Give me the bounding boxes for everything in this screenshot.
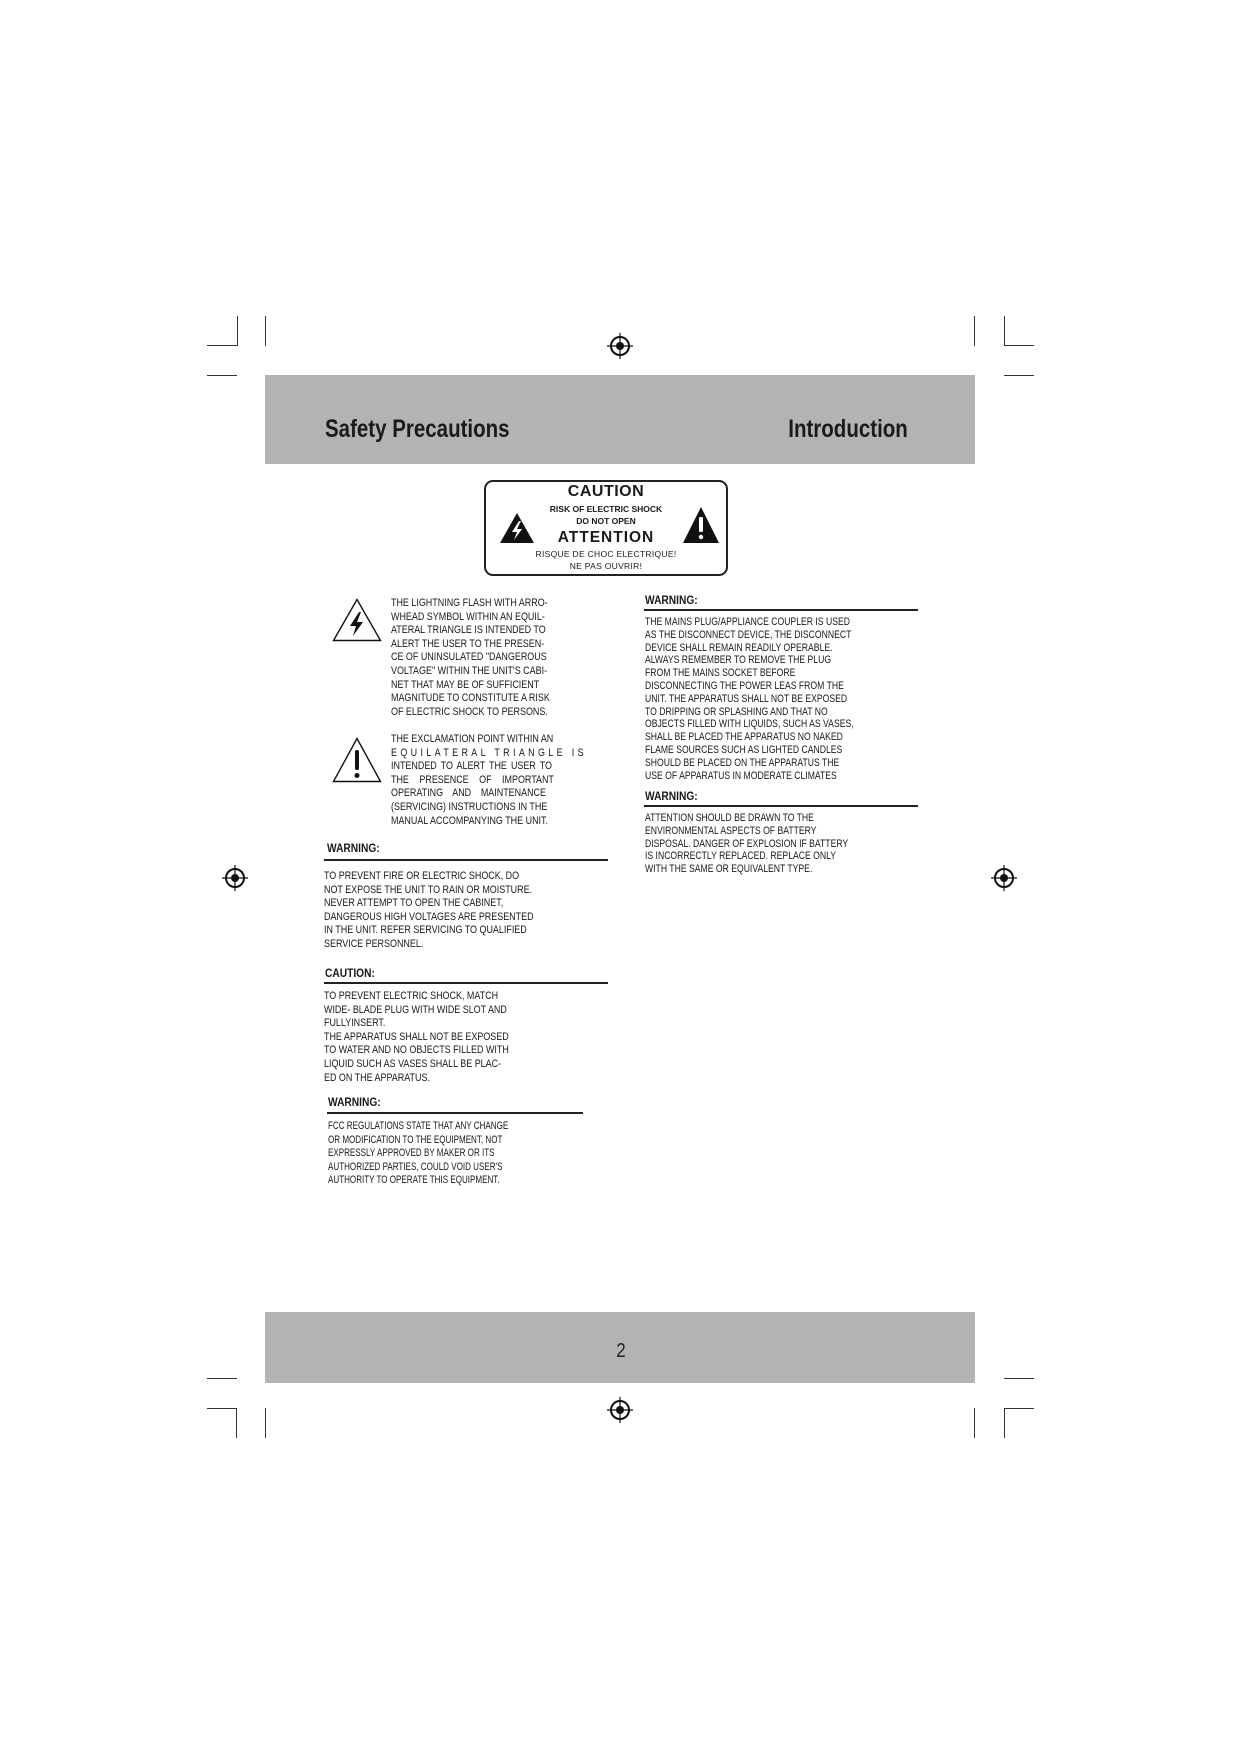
text-line: NEVER ATTEMPT TO OPEN THE CABINET, [324,897,504,910]
text-line: VOLTAGE" WITHIN THE UNIT'S CABI- [391,664,548,677]
text-line: ED ON THE APPARATUS. [324,1071,430,1084]
text-line: EXPRESSLY APPROVED BY MAKER OR ITS [328,1147,495,1160]
section-divider [324,982,608,984]
attention-title: ATTENTION [557,529,655,546]
text-line: THE EXCLAMATION POINT WITHIN AN [391,733,554,745]
exclamation-triangle-icon [682,506,720,544]
text-line: DEVICE SHALL REMAIN READILY OPERABLE. [645,641,833,654]
text-line: MANUAL ACCOMPANYING THE UNIT. [391,814,548,827]
caution-title: CAUTION [567,483,645,500]
text-line: FCC REGULATIONS STATE THAT ANY CHANGE [328,1120,509,1132]
text-line: EQUILATERAL TRIANGLE IS [391,746,587,759]
section-heading: WARNING: [645,789,698,803]
text-line: THE PRESENCE OF IMPORTANT [391,773,554,786]
text-line: IS INCORRECTLY REPLACED. REPLACE ONLY [645,850,837,863]
page-number: 2 [616,1340,626,1362]
section-divider [644,805,918,807]
attention-risk-line: RISQUE DE CHOC ELECTRIQUE! [535,549,677,559]
text-line: IN THE UNIT. REFER SERVICING TO QUALIFIED [324,924,527,937]
text-line: FROM THE MAINS SOCKET BEFORE [645,667,796,680]
lightning-triangle-icon [499,512,535,544]
text-line: FLAME SOURCES SUCH AS LIGHTED CANDLES [645,743,843,756]
text-line: THE LIGHTNING FLASH WITH ARRO- [391,597,548,609]
exclamation-symbol-description [391,733,636,828]
text-line: NET THAT MAY BE OF SUFFICIENT [391,678,540,691]
text-line: TO PREVENT FIRE OR ELECTRIC SHOCK, DO [324,870,520,882]
section-heading: WARNING: [645,593,698,607]
text-line: USE OF APPARATUS IN MODERATE CLIMATES [645,769,837,782]
section-divider [324,859,608,861]
text-line: (SERVICING) INSTRUCTIONS IN THE [391,800,548,813]
chapter-title: Introduction [788,415,908,443]
caution-do-not-open-line: DO NOT OPEN [576,516,636,526]
text-line: NOT EXPOSE THE UNIT TO RAIN OR MOISTURE. [324,883,533,896]
section-divider [644,609,918,611]
text-line: AS THE DISCONNECT DEVICE, THE DISCONNECT [645,628,852,641]
registration-mark-bottom-icon [607,1397,633,1423]
text-line: SHOULD BE PLACED ON THE APPARATUS THE [645,756,840,769]
caution-label [484,480,728,576]
text-line: WITH THE SAME OR EQUIVALENT TYPE. [645,863,813,876]
text-line: THE MAINS PLUG/APPLIANCE COUPLER IS USED [645,616,850,628]
attention-do-not-open-line: NE PAS OUVRIR! [569,561,643,571]
text-line: WHEAD SYMBOL WITHIN AN EQUIL- [391,610,545,623]
text-line: DANGEROUS HIGH VOLTAGES ARE PRESENTED [324,910,534,923]
text-line: ATERAL TRIANGLE IS INTENDED TO [391,624,546,637]
text-line: FULLYINSERT. [324,1017,386,1030]
text-line: UNIT. THE APPARATUS SHALL NOT BE EXPOSED [645,692,848,705]
section-body [324,990,555,1085]
section-body [324,870,586,952]
registration-mark-top-icon [607,333,633,359]
text-line: THE APPARATUS SHALL NOT BE EXPOSED [324,1030,509,1043]
text-line: ALWAYS REMEMBER TO REMOVE THE PLUG [645,654,832,667]
section-body [645,616,906,782]
lightning-symbol-description [391,597,590,719]
text-line: CE OF UNINSULATED "DANGEROUS [391,651,547,664]
lightning-triangle-icon [332,598,382,642]
text-line: TO DRIPPING OR SPLASHING AND THAT NO [645,705,828,718]
text-line: OPERATING AND MAINTENANCE [391,787,546,800]
section-heading: WARNING: [328,1095,381,1109]
text-line: INTENDED TO ALERT THE USER TO [391,760,553,773]
text-line: DISPOSAL. DANGER OF EXPLOSION IF BATTERY [645,837,849,850]
section-divider [327,1112,583,1114]
section-body [328,1120,578,1188]
text-line: TO WATER AND NO OBJECTS FILLED WITH [324,1044,509,1057]
text-line: DISCONNECTING THE POWER LEAS FROM THE [645,679,844,692]
registration-mark-right-icon [991,865,1017,891]
caution-risk-line: RISK OF ELECTRIC SHOCK [549,504,663,514]
text-line: TO PREVENT ELECTRIC SHOCK, MATCH [324,990,499,1002]
text-line: OF ELECTRIC SHOCK TO PERSONS. [391,705,548,718]
text-line: MAGNITUDE TO CONSTITUTE A RISK [391,692,550,705]
text-line: SHALL BE PLACED THE APPARATUS NO NAKED [645,731,843,744]
text-line: AUTHORITY TO OPERATE THIS EQUIPMENT. [328,1174,500,1187]
text-line: AUTHORIZED PARTIES, COULD VOID USER'S [328,1160,503,1173]
text-line: ATTENTION SHOULD BE DRAWN TO THE [645,812,814,824]
text-line: OBJECTS FILLED WITH LIQUIDS, SUCH AS VASES, [645,718,854,731]
text-line: ALERT THE USER TO THE PRESEN- [391,637,545,650]
section-heading: WARNING: [327,841,380,855]
text-line: OR MODIFICATION TO THE EQUIPMENT, NOT [328,1133,503,1146]
text-line: WIDE- BLADE PLUG WITH WIDE SLOT AND [324,1003,507,1016]
text-line: SERVICE PERSONNEL. [324,937,424,950]
section-heading: CAUTION: [325,966,375,980]
registration-mark-left-icon [222,865,248,891]
exclamation-triangle-icon [332,737,382,783]
section-title: Safety Precautions [325,415,510,443]
text-line: LIQUID SUCH AS VASES SHALL BE PLAC- [324,1057,502,1070]
section-body [645,812,899,876]
text-line: ENVIRONMENTAL ASPECTS OF BATTERY [645,824,817,837]
